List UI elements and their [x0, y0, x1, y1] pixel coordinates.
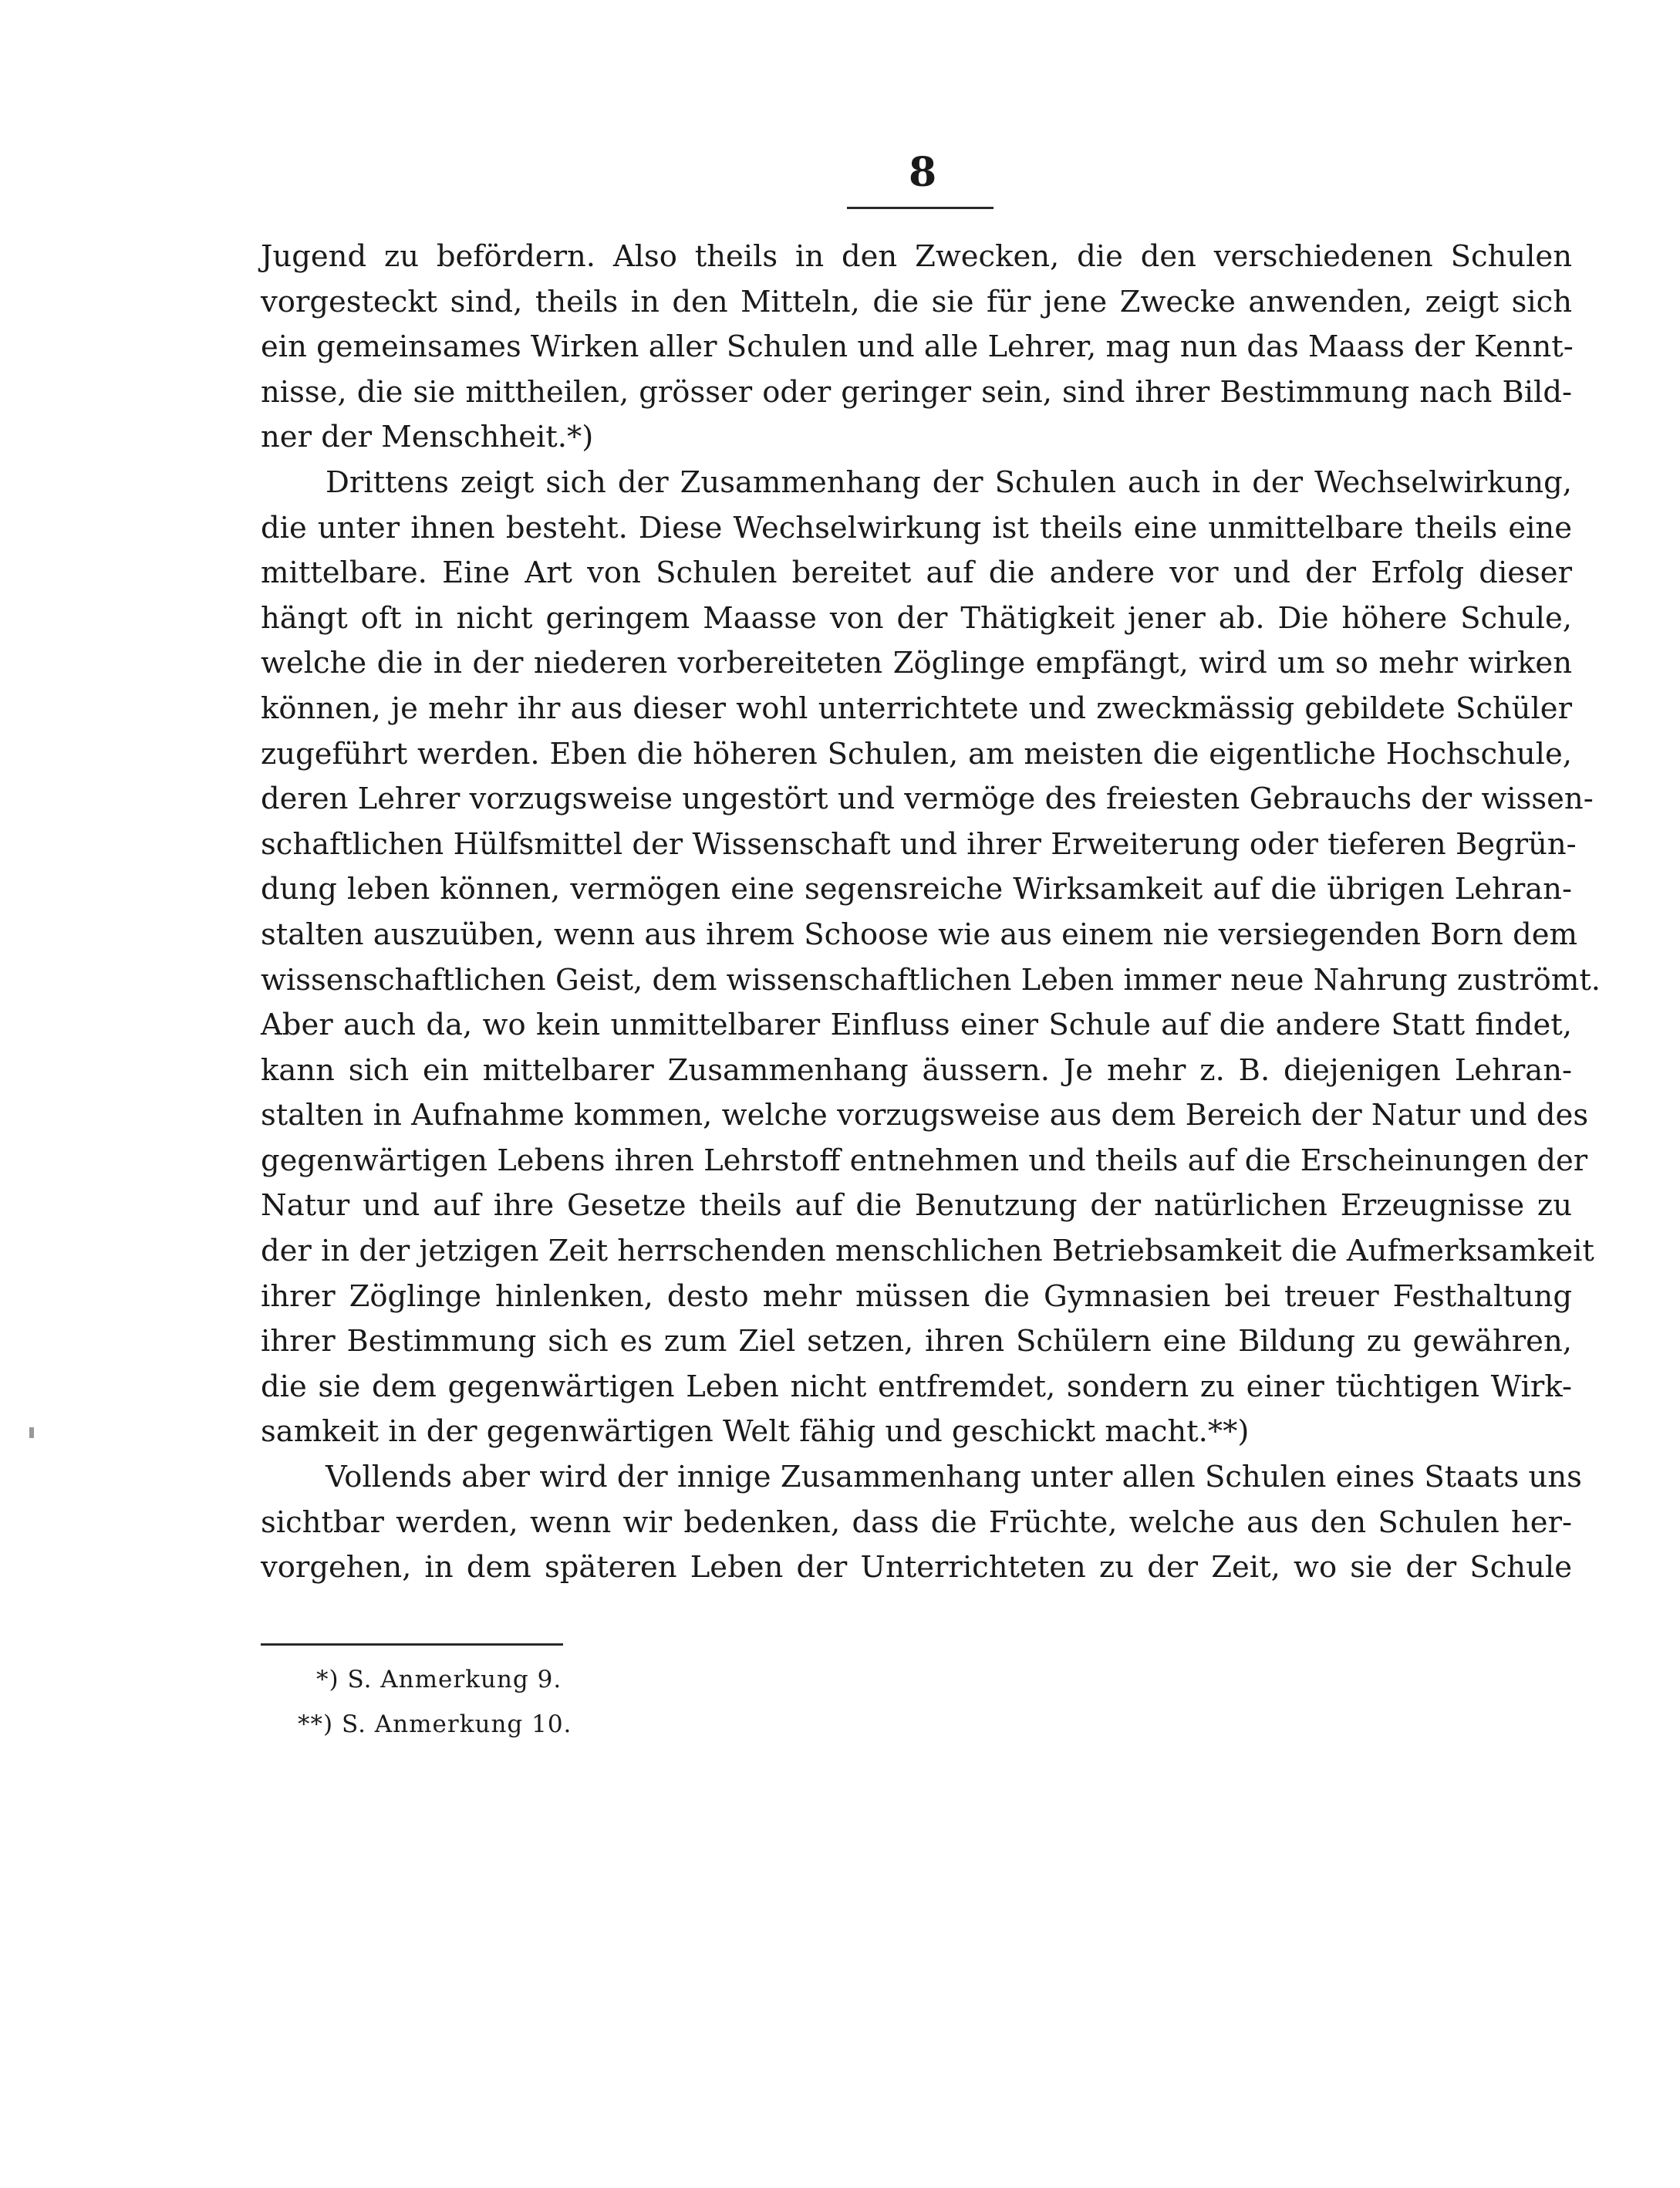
text-line: Aber auch da, wo kein unmittelbarer Einfluss einer Schule auf die andere Statt findet, [261, 1008, 1572, 1043]
footnote-1: *) S. Anmerkung 9. [316, 1666, 562, 1693]
text-line: kann sich ein mittelbarer Zusammenhang äussern. Je mehr z. B. diejenigen Lehran- [261, 1052, 1572, 1088]
text-line: schaftlichen Hülfsmittel der Wissenschaft und ihrer Erweiterung oder tieferen Begrün- [261, 826, 1577, 862]
text-line: Drittens zeigt sich der Zusammenhang der Schulen auch in der Wechselwirkung, [326, 464, 1572, 500]
text-line: ihrer Zöglinge hinlenken, desto mehr müssen die Gymnasien bei treuer Festhaltung [261, 1278, 1572, 1314]
footnote-separator [261, 1643, 563, 1646]
text-line: dung leben können, vermögen eine segensreiche Wirksamkeit auf die übrigen Lehran- [261, 872, 1572, 907]
text-line: hängt oft in nicht geringem Maasse von der Thätigkeit jener ab. Die höhere Schule, [261, 600, 1572, 636]
footnotes [261, 1657, 955, 1747]
page-number: 8 [909, 149, 937, 196]
text-line: stalten auszuüben, wenn aus ihrem Schoose wie aus einem nie versiegenden Born dem [261, 917, 1578, 952]
text-line: ihrer Bestimmung sich es zum Ziel setzen, ihren Schülern eine Bildung zu gewähren, [261, 1324, 1572, 1359]
text-line: wissenschaftlichen Geist, dem wissenschaftlichen Leben immer neue Nahrung zuströmt. [261, 962, 1601, 998]
text-line: samkeit in der gegenwärtigen Welt fähig und geschickt macht.**) [261, 1414, 1250, 1450]
text-line: deren Lehrer vorzugsweise ungestört und vermöge des freiesten Gebrauchs der wissen- [261, 782, 1594, 817]
body-text [261, 235, 1601, 1591]
footnote-2: **) S. Anmerkung 10. [298, 1710, 572, 1738]
text-line: die unter ihnen besteht. Diese Wechselwirkung ist theils eine unmittelbare theils eine [261, 510, 1572, 545]
text-line: mittelbare. Eine Art von Schulen bereitet auf die andere vor und der Erfolg dieser [261, 555, 1572, 591]
text-line: gegenwärtigen Lebens ihren Lehrstoff entnehmen und theils auf die Erscheinungen der [261, 1143, 1588, 1178]
text-line: können, je mehr ihr aus dieser wohl unterrichtete und zweckmässig gebildete Schüler [261, 691, 1572, 726]
margin-speck [29, 1427, 34, 1438]
text-line: nisse, die sie mittheilen, grösser oder geringer sein, sind ihrer Bestimmung nach Bild- [261, 374, 1572, 410]
text-line: sichtbar werden, wenn wir bedenken, dass die Früchte, welche aus den Schulen her- [261, 1504, 1572, 1540]
text-line: ein gemeinsames Wirken aller Schulen und alle Lehrer, mag nun das Maass der Kennt- [261, 329, 1574, 365]
text-line: welche die in der niederen vorbereiteten Zöglinge empfängt, wird um so mehr wirken [261, 646, 1572, 681]
page-number-rule [847, 207, 993, 209]
text-line: die sie dem gegenwärtigen Leben nicht entfremdet, sondern zu einer tüchtigen Wirk- [261, 1369, 1572, 1404]
text-line: ner der Menschheit.*) [261, 420, 594, 455]
text-line: vorgesteckt sind, theils in den Mitteln, die sie für jene Zwecke anwenden, zeigt sich [261, 284, 1572, 319]
text-line: Jugend zu befördern. Also theils in den Zwecken, die den verschiedenen Schulen [261, 239, 1572, 274]
text-line: vorgehen, in dem späteren Leben der Unterrichteten zu der Zeit, wo sie der Schule [261, 1550, 1572, 1585]
text-line: stalten in Aufnahme kommen, welche vorzugsweise aus dem Bereich der Natur und des [261, 1098, 1589, 1133]
text-line: Vollends aber wird der innige Zusammenhang unter allen Schulen eines Staats uns [326, 1460, 1582, 1495]
text-line: zugeführt werden. Eben die höheren Schulen, am meisten die eigentliche Hochschule, [261, 736, 1572, 772]
text-line: Natur und auf ihre Gesetze theils auf die Benutzung der natürlichen Erzeugnisse zu [261, 1188, 1572, 1224]
text-line: der in der jetzigen Zeit herrschenden menschlichen Betriebsamkeit die Aufmerksamkeit [261, 1234, 1594, 1269]
